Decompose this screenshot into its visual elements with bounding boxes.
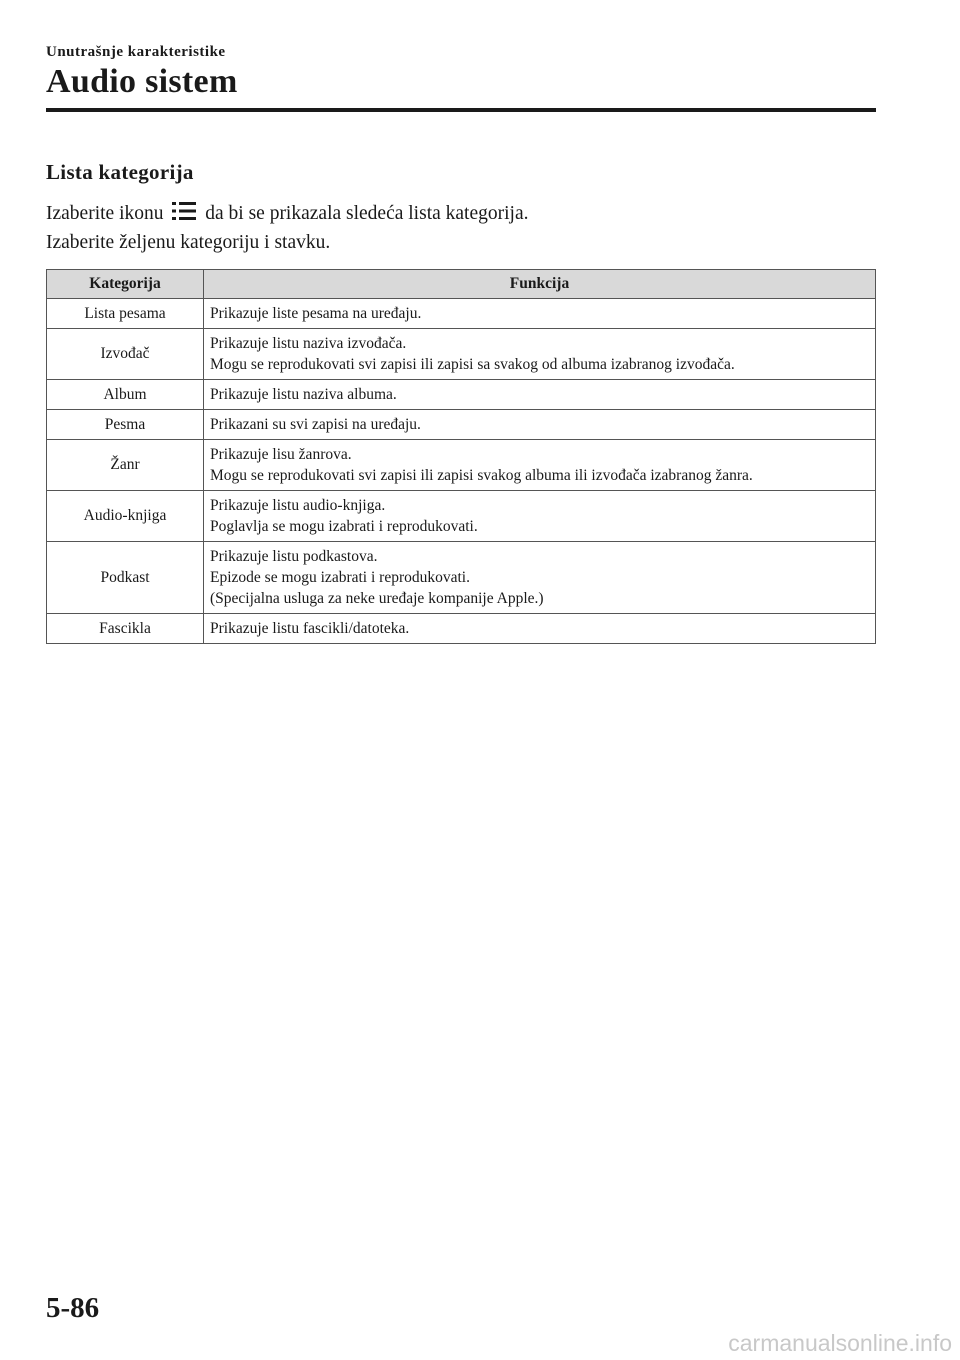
category-cell: Izvođač (47, 329, 204, 380)
intro-paragraph (46, 199, 876, 228)
function-line: Prikazuje listu audio-knjiga. (210, 497, 386, 514)
header-category: Kategorija (47, 270, 204, 299)
table-row (47, 380, 876, 410)
function-line: Mogu se reprodukovati svi zapisi ili zapisi sa svakog od albuma izabranog izvođača. (210, 356, 735, 373)
category-cell: Fascikla (47, 614, 204, 644)
function-cell (204, 614, 876, 644)
category-cell: Lista pesama (47, 299, 204, 329)
function-cell (204, 329, 876, 380)
function-line: Epizode se mogu izabrati i reprodukovati. (210, 569, 470, 586)
table-row (47, 299, 876, 329)
page-title: Audio sistem (46, 63, 238, 100)
table-row (47, 491, 876, 542)
function-cell (204, 410, 876, 440)
function-line: Prikazuje listu naziva izvođača. (210, 335, 407, 352)
title-rule (46, 108, 876, 112)
function-line: Prikazani su svi zapisi na uređaju. (210, 416, 421, 433)
table-row (47, 440, 876, 491)
function-cell (204, 542, 876, 614)
list-icon (170, 201, 198, 221)
function-cell (204, 440, 876, 491)
function-line: Prikazuje lisu žanrova. (210, 446, 352, 463)
header-function: Funkcija (204, 270, 876, 299)
category-cell: Audio-knjiga (47, 491, 204, 542)
function-cell (204, 299, 876, 329)
watermark-url: carmanualsonline.info (728, 1330, 952, 1356)
table-row (47, 542, 876, 614)
intro-text-before: Izaberite ikonu (46, 203, 164, 224)
function-line: (Specijalna usluga za neke uređaje kompanije Apple.) (210, 590, 544, 607)
table-header-row (47, 270, 876, 299)
function-line: Prikazuje listu naziva albuma. (210, 386, 397, 403)
function-line: Poglavlja se mogu izabrati i reprodukovati. (210, 518, 478, 535)
intro-text-after: da bi se prikazala sledeća lista kategorija. (205, 203, 529, 224)
function-cell (204, 380, 876, 410)
page-number: 5-86 (46, 1292, 100, 1324)
page-header (46, 44, 876, 101)
category-table (46, 269, 876, 644)
function-cell (204, 491, 876, 542)
table-row (47, 614, 876, 644)
category-cell: Podkast (47, 542, 204, 614)
function-line: Prikazuje listu podkastova. (210, 548, 378, 565)
function-line: Mogu se reprodukovati svi zapisi ili zapisi svakog albuma ili izvođača izabranog žanra. (210, 467, 753, 484)
chapter-label: Unutrašnje karakteristike (46, 44, 226, 60)
intro-line-2: Izaberite željenu kategoriju i stavku. (46, 232, 331, 253)
table-row (47, 410, 876, 440)
category-cell: Pesma (47, 410, 204, 440)
main-content (46, 160, 876, 644)
function-line: Prikazuje listu fascikli/datoteka. (210, 620, 410, 637)
section-title: Lista kategorija (46, 160, 194, 184)
function-line: Prikazuje liste pesama na uređaju. (210, 305, 422, 322)
category-cell: Album (47, 380, 204, 410)
category-cell: Žanr (47, 440, 204, 491)
table-row (47, 329, 876, 380)
